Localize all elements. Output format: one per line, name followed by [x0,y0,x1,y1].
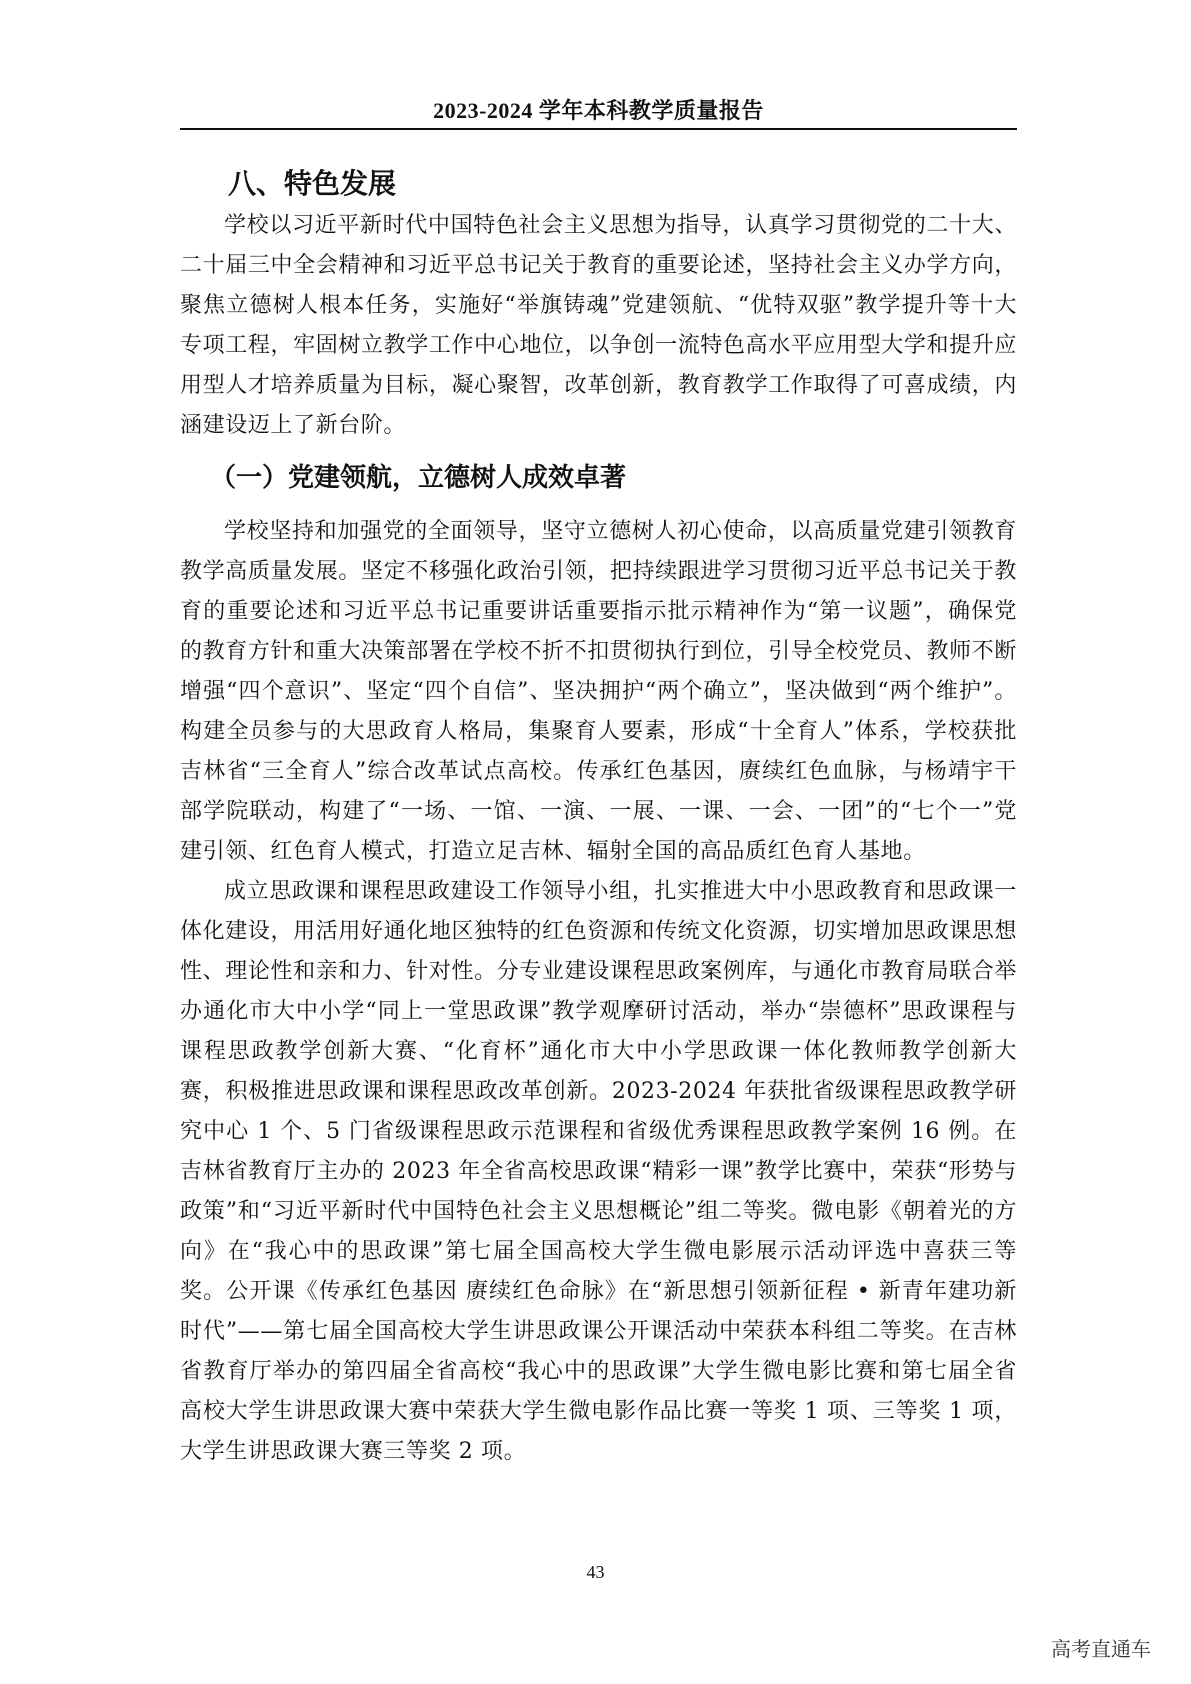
page-number: 43 [586,1562,605,1582]
page-body [180,162,1017,1472]
body-paragraph: 学校坚持和加强党的全面领导，坚守立德树人初心使命，以高质量党建引领教育教学高质量发展。坚定不移强化政治引领，把持续跟进学习贯彻习近平总书记关于教育的重要论述和习近平总书记重要讲话重要指示批示精神作为“第一议题”，确保党的教育方针和重大决策部署在学校不折不扣贯彻执行到位，引导全校党员、教师不断增强“四个意识”、坚定“四个自信”、坚决拥护“两个确立”，坚决做到“两个维护”。构建全员参与的大思政育人格局，集聚育人要素，形成“十全育人”体系，学校获批吉林省“三全育人”综合改革试点高校。传承红色基因，赓续红色血脉，与杨靖宇干部学院联动，构建了“一场、一馆、一演、一展、一课、一会、一团”的“七个一”党建引领、红色育人模式，打造立足吉林、辐射全国的高品质红色育人基地。 [180,519,1017,864]
section-heading: 八、特色发展 [228,167,397,200]
subsection-heading: （一）党建领航，立德树人成效卓著 [210,463,627,493]
section-intro-paragraph: 学校以习近平新时代中国特色社会主义思想为指导，认真学习贯彻党的二十大、二十届三中全会精神和习近平总书记关于教育的重要论述，坚持社会主义办学方向，聚焦立德树人根本任务，实施好“举旗铸魂”党建领航、“优特双驱”教学提升等十大专项工程，牢固树立教学工作中心地位，以争创一流特色高水平应用型大学和提升应用型人才培养质量为目标，凝心聚智，改革创新，教育教学工作取得了可喜成绩，内涵建设迈上了新台阶。 [180,213,1017,438]
source-watermark: 高考直通车 [1051,1637,1151,1661]
header-divider [180,128,1017,130]
running-header: 2023-2024 学年本科教学质量报告 [433,98,764,123]
body-paragraph: 成立思政课和课程思政建设工作领导小组，扎实推进大中小思政教育和思政课一体化建设，用活用好通化地区独特的红色资源和传统文化资源，切实增加思政课思想性、理论性和亲和力、针对性。分专业建设课程思政案例库，与通化市教育局联合举办通化市大中小学“同上一堂思政课”教学观摩研讨活动，举办“崇德杯”思政课程与课程思政教学创新大赛、“化育杯”通化市大中小学思政课一体化教师教学创新大赛，积极推进思政课和课程思政改革创新。2023-2024 年获批省级课程思政教学研究中心 1 个、5 门省级课程思政示范课程和省级优秀课程思政教学案例 16 例。在吉林省教育厅主办的 2023 年全省高校思政课“精彩一课”教学比赛中，荣获“形势与政策”和“习近平新时代中国特色社会主义思想概论”组二等奖。微电影《朝着光的方向》在“我心中的思政课”第七届全国高校大学生微电影展示活动评选中喜获三等奖。公开课《传承红色基因 赓续红色命脉》在“新思想引领新征程 • 新青年建功新时代”——第七届全国高校大学生讲思政课公开课活动中荣获本科组二等奖。在吉林省教育厅举办的第四届全省高校“我心中的思政课”大学生微电影比赛和第七届全省高校大学生讲思政课大赛中荣获大学生微电影作品比赛一等奖 1 项、三等奖 1 项，大学生讲思政课大赛三等奖 2 项。 [180,879,1017,1464]
